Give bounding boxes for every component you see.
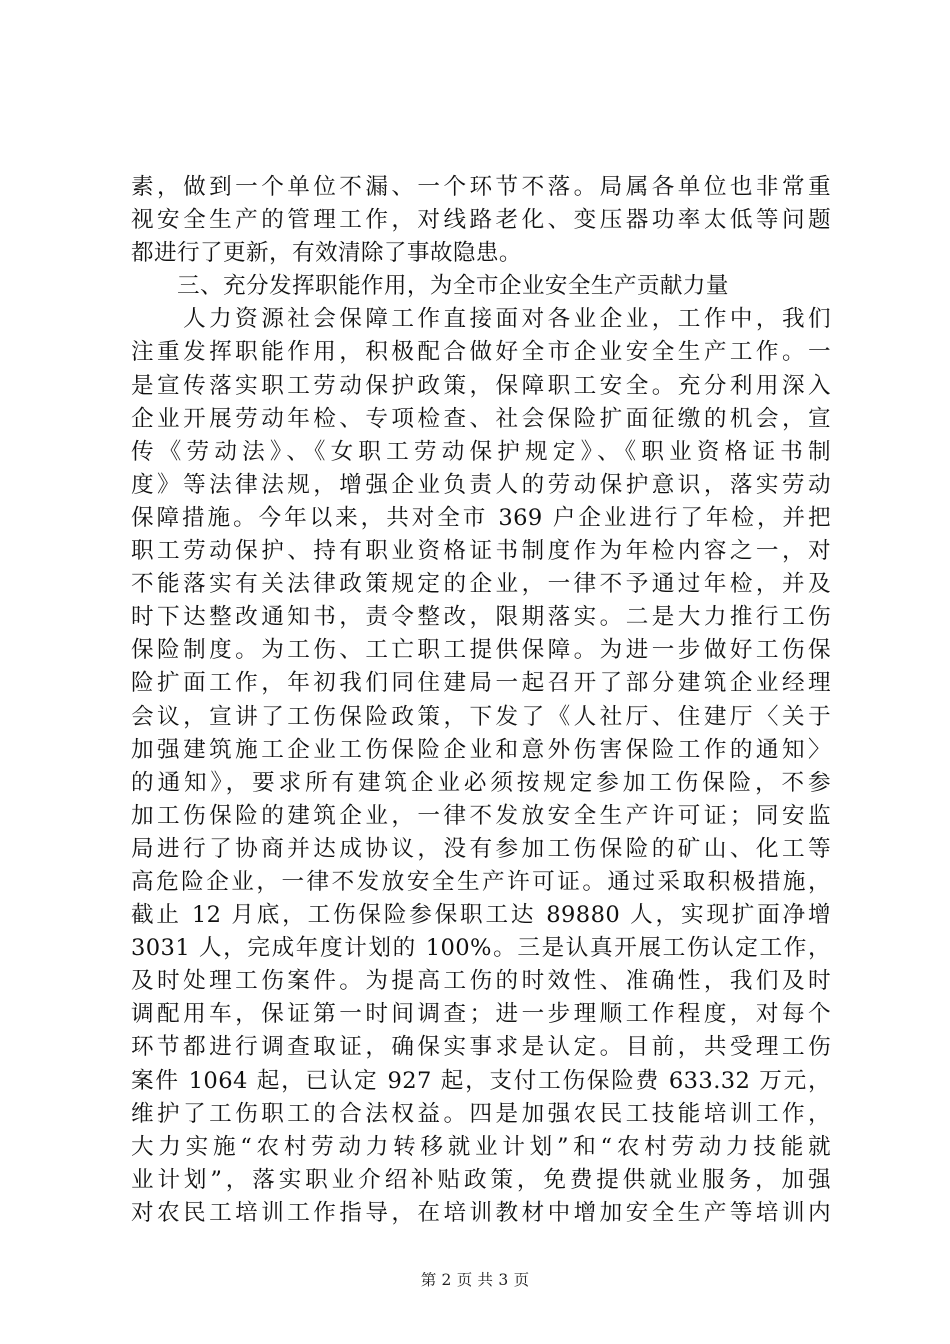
section-heading: 三、充分发挥职能作用，为全市企业安全生产贡献力量	[131, 273, 729, 300]
text-line-16: 险扩面工作，年初我们同住建局一起召开了部分建筑企业经理	[131, 670, 831, 697]
text-line-18: 加强建筑施工企业工伤保险企业和意外伤害保险工作的通知〉	[131, 736, 831, 763]
text-line-24: 3031 人，完成年度计划的 100%。三是认真开展工伤认定工作，	[131, 935, 831, 962]
text-line-27: 环节都进行调查取证，确保实事求是认定。目前，共受理工伤	[131, 1034, 831, 1061]
document-body	[131, 171, 831, 1230]
text-line-23: 截止 12 月底，工伤保险参保职工达 89880 人，实现扩面净增	[131, 902, 831, 929]
page-number-footer: 第 2 页 共 3 页	[420, 1271, 530, 1289]
text-line-2: 视安全生产的管理工作，对线路老化、变压器功率太低等问题	[131, 207, 831, 234]
text-line-12: 职工劳动保护、持有职业资格证书制度作为年检内容之一，对	[131, 538, 831, 565]
text-line-30: 大力实施“农村劳动力转移就业计划”和“农村劳动力技能就	[131, 1133, 831, 1160]
text-line-5: 人力资源社会保障工作直接面对各业企业，工作中，我们	[131, 306, 831, 333]
text-line-17: 会议，宣讲了工伤保险政策，下发了《人社厅、住建厅〈关于	[131, 703, 831, 730]
text-line-31: 业计划”，落实职业介绍补贴政策，免费提供就业服务，加强	[131, 1166, 831, 1193]
text-line-15: 保险制度。为工伤、工亡职工提供保障。为进一步做好工伤保	[131, 637, 831, 664]
text-line-3: 都进行了更新，有效清除了事故隐患。	[131, 240, 522, 267]
text-line-14: 时下达整改通知书，责令整改，限期落实。二是大力推行工伤	[131, 604, 831, 631]
text-line-8: 企业开展劳动年检、专项检查、社会保险扩面征缴的机会，宣	[131, 405, 831, 432]
text-line-28: 案件 1064 起，已认定 927 起，支付工伤保险费 633.32 万元，	[131, 1067, 831, 1094]
text-line-7: 是宣传落实职工劳动保护政策，保障职工安全。充分利用深入	[131, 372, 831, 399]
text-line-22: 高危险企业，一律不发放安全生产许可证。通过采取积极措施，	[131, 868, 831, 895]
text-line-6: 注重发挥职能作用，积极配合做好全市企业安全生产工作。一	[131, 339, 831, 366]
text-line-10: 度》等法律法规，增强企业负责人的劳动保护意识，落实劳动	[131, 471, 831, 498]
text-line-19: 的通知》，要求所有建筑企业必须按规定参加工伤保险，不参	[131, 769, 831, 796]
text-line-21: 局进行了协商并达成协议，没有参加工伤保险的矿山、化工等	[131, 835, 831, 862]
text-line-1: 素，做到一个单位不漏、一个环节不落。局属各单位也非常重	[131, 174, 831, 200]
text-line-26: 调配用车，保证第一时间调查；进一步理顺工作程度，对每个	[131, 1001, 831, 1028]
text-line-32: 对农民工培训工作指导，在培训教材中增加安全生产等培训内	[131, 1199, 831, 1226]
text-line-9: 传《劳动法》、《女职工劳动保护规定》、《职业资格证书制	[131, 438, 831, 465]
text-line-20: 加工伤保险的建筑企业，一律不发放安全生产许可证；同安监	[131, 802, 831, 829]
text-line-13: 不能落实有关法律政策规定的企业，一律不予通过年检，并及	[131, 571, 831, 598]
text-line-25: 及时处理工伤案件。为提高工伤的时效性、准确性，我们及时	[131, 968, 831, 995]
text-line-11: 保障措施。今年以来，共对全市 369 户企业进行了年检，并把	[131, 504, 831, 531]
text-line-29: 维护了工伤职工的合法权益。四是加强农民工技能培训工作，	[131, 1100, 831, 1127]
